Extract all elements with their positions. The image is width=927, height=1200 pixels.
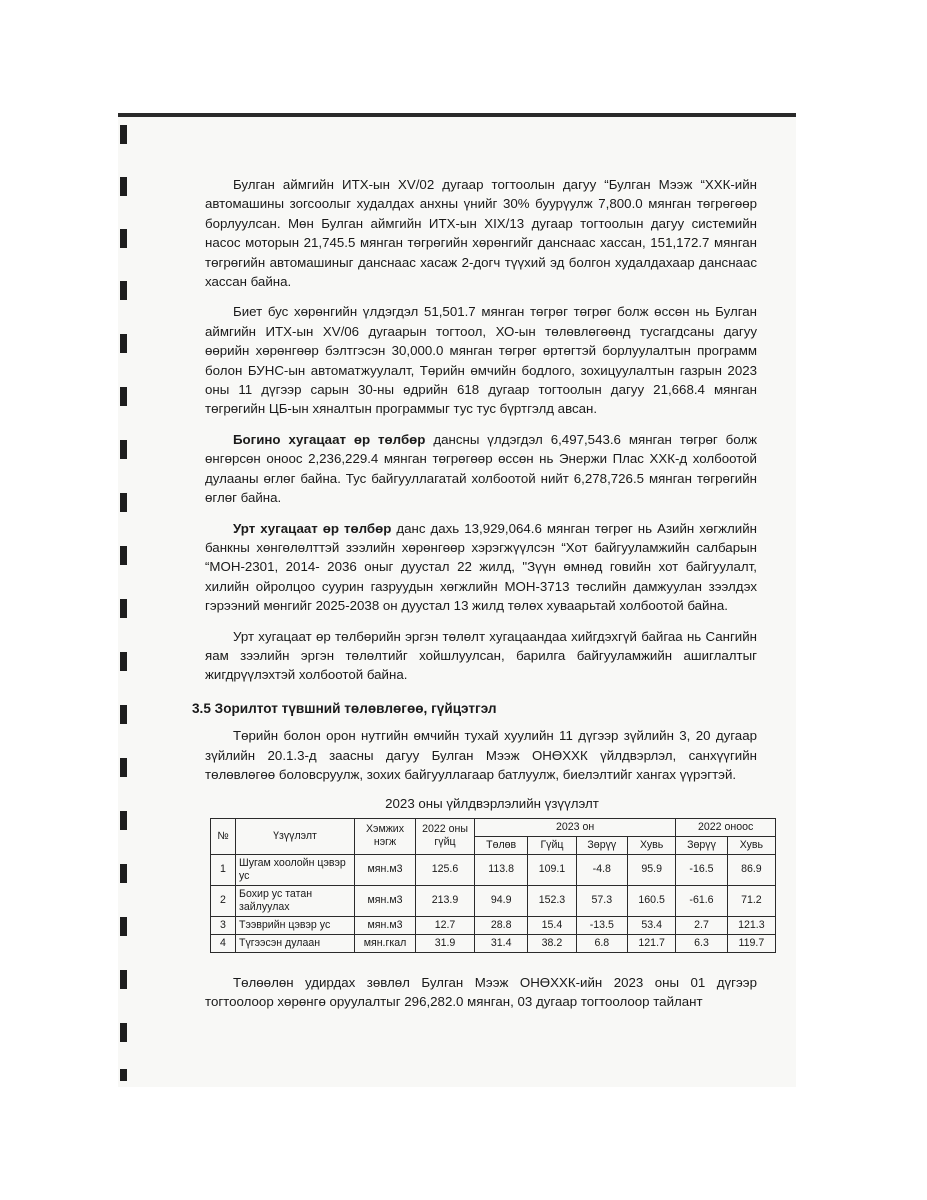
col-pct: Хувь <box>628 836 676 854</box>
cell-diff: -13.5 <box>576 916 627 934</box>
document-body <box>192 175 765 1023</box>
col-unit: Хэмжих нэгж <box>355 818 416 854</box>
cell-name: Шугам хоолойн цэвэр ус <box>236 854 355 885</box>
closing-paragraph: Төлөөлөн удирдах зөвлөл Булган Мээж ОНӨХХК-ийн 2023 оны 01 дүгээр тогтоолоор хөрөнгө оруулалтыг 296,282.0 мянган, 03 дугаар тогтоолоор тайлант <box>205 974 757 1010</box>
paragraph: Урт хугацаат өр төлбөр данс дахь 13,929,064.6 мянган төгрөг нь Азийн хөгжлийн банкны хөнгөлөлттэй зээлийн хөрөнгөөр хэрэгжүүлсэн “Хот байгууламжийн салбарын “МОН-2301, 2014- 2036 оныг дуустал 22 жилд, "Зүүн өмнөд говийн хот байгуулалт, хилийн ойролцоо суурин газруудын хөгжлийн МОН-3713 төслийн дамжуулан зээлдэх гэрээний мөнгийг 2025-2038 он дуустал 13 жилд төлөх хуваарьтай холбоотой байна. <box>205 520 757 614</box>
paragraph: Булган аймгийн ИТХ-ын XV/02 дугаар тогтоолын дагуу “Булган Мээж “ХХК-ийн автомашины зогсоолыг худалдах анхны үнийг 30% буурүулж 7,800.0 мянган төгрөгөөр борлуулсан. Мөн Булган аймгийн ИТХ-ын XIX/13 дугаар тогтоолын дагуу системийн насос моторын 21,745.5 мянган төгрөгийн хөрөнгийг данснаас хассан, 151,172.7 мянган төгрөгийн автомашиныг данснаас хасаж 2-догч түүхий эд болгон худалдахаар данснаас хассан байна. <box>205 177 757 290</box>
binding-mark <box>120 599 127 618</box>
bold-term: Богино хугацаат өр төлбөр <box>233 431 426 447</box>
cell-name: Бохир ус татан зайлуулах <box>236 885 355 916</box>
production-table <box>210 818 776 953</box>
paragraph: Урт хугацаат өр төлбөрийн эргэн төлөлт хугацаандаа хийгдэхгүй байгаа нь Сангийн яам зээлийн эргэн төлөлтийг хойшлуулсан, барилга байгууламжийн ашиглалтыг жигдрүүлэхтэй холбоотой байна. <box>205 628 757 683</box>
binding-mark <box>120 1023 127 1042</box>
col-group-2022: 2022 оноос <box>676 818 776 836</box>
cell-unit: мян.м3 <box>355 916 416 934</box>
cell-pct2: 121.3 <box>727 916 775 934</box>
cell-actual: 38.2 <box>528 934 576 952</box>
table-row <box>211 934 776 952</box>
cell-unit: мян.м3 <box>355 885 416 916</box>
cell-diff: 57.3 <box>576 885 627 916</box>
cell-pct: 95.9 <box>628 854 676 885</box>
col-pct2: Хувь <box>727 836 775 854</box>
table-row <box>211 885 776 916</box>
binding-mark <box>120 387 127 406</box>
table-row <box>211 916 776 934</box>
cell-num: 3 <box>211 916 236 934</box>
cell-num: 1 <box>211 854 236 885</box>
binding-mark <box>120 177 127 196</box>
cell-pct: 121.7 <box>628 934 676 952</box>
section-heading: 3.5 Зорилтот түвшний төлөвлөгөө, гүйцэтгэл <box>192 700 497 716</box>
binding-mark <box>120 440 127 459</box>
cell-actual: 152.3 <box>528 885 576 916</box>
cell-plan: 31.4 <box>475 934 528 952</box>
binding-mark <box>120 811 127 830</box>
cell-diff2: 6.3 <box>676 934 727 952</box>
cell-plan: 94.9 <box>475 885 528 916</box>
cell-diff2: 2.7 <box>676 916 727 934</box>
cell-prev: 213.9 <box>416 885 475 916</box>
cell-plan: 113.8 <box>475 854 528 885</box>
cell-pct2: 119.7 <box>727 934 775 952</box>
col-actual: Гүйц <box>528 836 576 854</box>
table-title: 2023 оны үйлдвэрлэлийн үзүүлэлт <box>385 796 599 812</box>
paragraph: Богино хугацаат өр төлбөр дансны үлдэгдэл 6,497,543.6 мянган төгрөг болж өнгөрсөн оноос 2,236,229.4 мянган төгрөгөөр өссөн нь Энержи Плас ХХК-д холбоотой дулааны өглөг байна. Тус байгууллагатай холбоотой нийт 6,278,726.5 мянган төгрөгийн өглөг байна. <box>205 431 758 506</box>
cell-name: Түгээсэн дулаан <box>236 934 355 952</box>
section-paragraph: Төрийн болон орон нутгийн өмчийн тухай хуулийн 11 дүгээр зүйлийн 3, 20 дугаар зүйлийн 20.1.3-д заасны дагуу Булган Мээж ОНӨХХК үйлдвэрлэл, санхүүгийн төлөвлөгөө боловсруулж, зохих байгууллагаар батлуулж, биелэлтийг хангах үүрэгтэй. <box>205 728 757 782</box>
cell-diff: -4.8 <box>576 854 627 885</box>
cell-pct2: 86.9 <box>727 854 775 885</box>
table-header-row <box>211 818 776 836</box>
binding-mark <box>120 864 127 883</box>
binding-mark <box>120 970 127 989</box>
cell-unit: мян.м3 <box>355 854 416 885</box>
col-num: № <box>211 818 236 854</box>
binding-mark <box>120 758 127 777</box>
col-prev: 2022 оны гүйц <box>416 818 475 854</box>
col-indicator: Үзүүлэлт <box>236 818 355 854</box>
binding-mark <box>120 652 127 671</box>
paragraph: Биет бус хөрөнгийн үлдэгдэл 51,501.7 мянган төгрөг төгрөг болж өссөн нь Булган аймгийн ИТХ-ын XV/06 дугаарын тогтоол, ХО-ын төлөвлөгөөнд тусгагдсаны дагуу өөрийн хөрөнгөөр бэлтгэсэн 30,000.0 мянган төгрөг өртөгтэй борлуулалтын программ болон БУНС-ын автоматжуулалт, Төрийн өмчийн бодлого, зохицуулалтын газрын 2023 оны 11 дүгээр сарын 30-ны өдрийн 618 дугаар тогтоолын дагуу 21,668.4 мянган төгрөгийн ЦБ-ын хяналтын программыг тус тус бүртгэлд авсан. <box>205 304 757 417</box>
cell-unit: мян.гкал <box>355 934 416 952</box>
bold-term: Урт хугацаат өр төлбөр <box>233 520 392 536</box>
binding-mark <box>120 334 127 353</box>
col-plan: Төлөв <box>475 836 528 854</box>
cell-prev: 125.6 <box>416 854 475 885</box>
cell-prev: 12.7 <box>416 916 475 934</box>
binding-mark <box>120 493 127 512</box>
cell-diff: 6.8 <box>576 934 627 952</box>
cell-pct: 53.4 <box>628 916 676 934</box>
col-group-2023: 2023 он <box>475 818 676 836</box>
cell-diff2: -61.6 <box>676 885 727 916</box>
cell-actual: 15.4 <box>528 916 576 934</box>
cell-plan: 28.8 <box>475 916 528 934</box>
binding-mark <box>120 546 127 565</box>
cell-diff2: -16.5 <box>676 854 727 885</box>
table-row <box>211 854 776 885</box>
cell-actual: 109.1 <box>528 854 576 885</box>
cell-num: 2 <box>211 885 236 916</box>
col-diff2: Зөрүү <box>676 836 727 854</box>
cell-num: 4 <box>211 934 236 952</box>
cell-pct: 160.5 <box>628 885 676 916</box>
binding-mark <box>120 705 127 724</box>
binding-mark <box>120 229 127 248</box>
col-diff: Зөрүү <box>576 836 627 854</box>
binding-mark <box>120 917 127 936</box>
binding-mark <box>120 1069 127 1081</box>
cell-name: Тээврийн цэвэр ус <box>236 916 355 934</box>
cell-pct2: 71.2 <box>727 885 775 916</box>
cell-prev: 31.9 <box>416 934 475 952</box>
binding-mark <box>120 281 127 300</box>
binding-mark <box>120 125 127 144</box>
